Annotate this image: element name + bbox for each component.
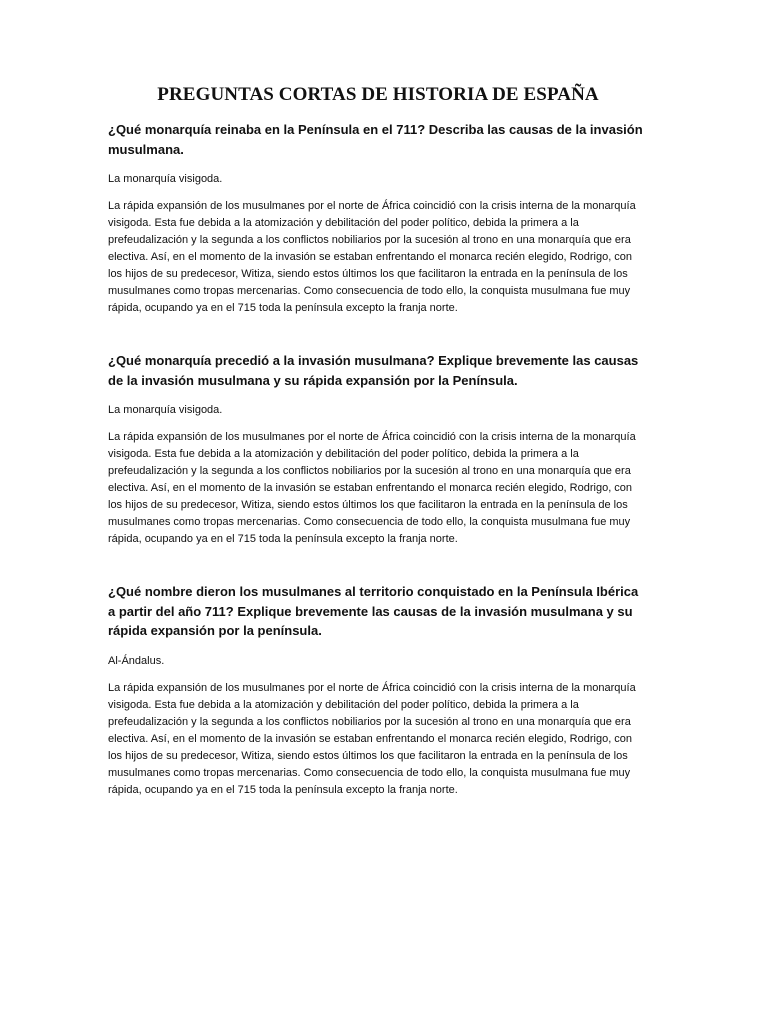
answer-explanation: La rápida expansión de los musulmanes por el norte de África coincidió con la crisis interna de la monarquía visigoda. Esta fue debida a la atomización y debilitación del poder político, debida la primera a la prefeudalización y la segunda a los conflictos nobiliarios por la sucesión al trono en una monarquía que era electiva. Así, en el momento de la invasión se estaban enfrentando el monarca recién elegido, Rodrigo, con los hijos de su predecesor, Witiza, siendo estos últimos los que facilitaron la entrada en la península de los musulmanes como tropas mercenarias. Como consecuencia de todo ello, la conquista musulmana fue muy rápida, ocupando ya en el 715 toda la península excepto la franja norte. — [108, 681, 636, 796]
qa-section-3 — [108, 582, 648, 799]
answer-explanation: La rápida expansión de los musulmanes por el norte de África coincidió con la crisis interna de la monarquía visigoda. Esta fue debida a la atomización y debilitación del poder político, debida la primera a la prefeudalización y la segunda a los conflictos nobiliarios por la sucesión al trono en una monarquía que era electiva. Así, en el momento de la invasión se estaban enfrentando el monarca recién elegido, Rodrigo, con los hijos de su predecesor, Witiza, siendo estos últimos los que facilitaron la entrada en la península de los musulmanes como tropas mercenarias. Como consecuencia de todo ello, la conquista musulmana fue muy rápida, ocupando ya en el 715 toda la península excepto la franja norte. — [108, 200, 636, 314]
short-answer: Al-Ándalus. — [108, 654, 165, 667]
short-answer: La monarquía visigoda. — [108, 404, 223, 416]
question-text: ¿Qué monarquía precedió a la invasión musulmana? Explique brevemente las causas de la invasión musulmana y su rápida expansión por la Península. — [108, 353, 639, 388]
qa-section-1 — [108, 120, 648, 317]
answer-explanation: La rápida expansión de los musulmanes por el norte de África coincidió con la crisis interna de la monarquía visigoda. Esta fue debida a la atomización y debilitación del poder político, debida la primera a la prefeudalización y la segunda a los conflictos nobiliarios por la sucesión al trono en una monarquía que era electiva. Así, en el momento de la invasión se estaban enfrentando el monarca recién elegido, Rodrigo, con los hijos de su predecesor, Witiza, siendo estos últimos los que facilitaron la entrada en la península de los musulmanes como tropas mercenarias. Como consecuencia de todo ello, la conquista musulmana fue muy rápida, ocupando ya en el 715 toda la península excepto la franja norte. — [108, 431, 636, 545]
short-answer: La monarquía visigoda. — [108, 173, 223, 185]
document-title: PREGUNTAS CORTAS DE HISTORIA DE ESPAÑA — [157, 84, 599, 105]
qa-section-2 — [108, 351, 648, 548]
question-text: ¿Qué monarquía reinaba en la Península en el 711? Describa las causas de la invasión musulmana. — [108, 122, 643, 157]
question-text: ¿Qué nombre dieron los musulmanes al territorio conquistado en la Península Ibérica a partir del año 711? Explique brevemente las causas de la invasión musulmana y su rápida expansión por la península. — [108, 584, 639, 638]
